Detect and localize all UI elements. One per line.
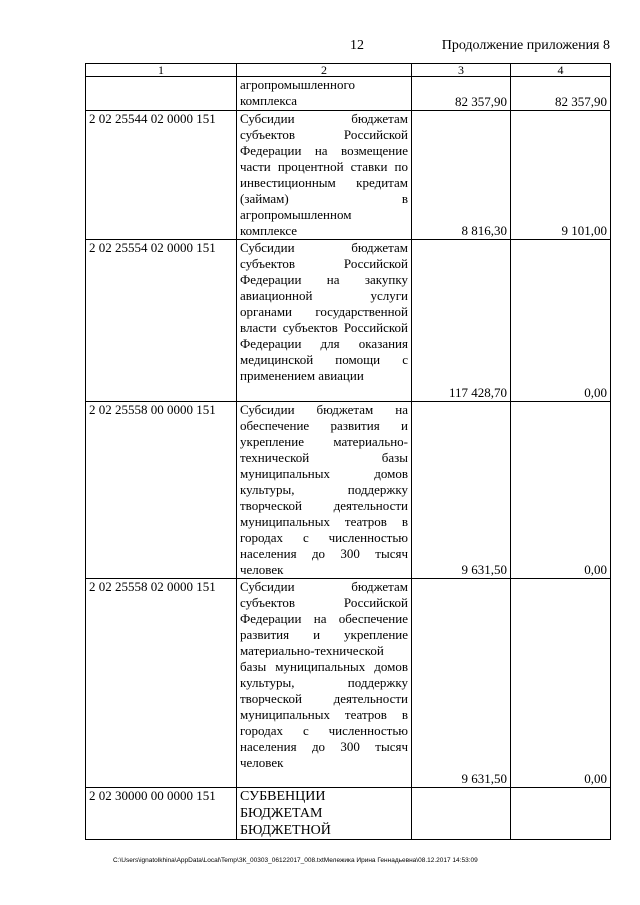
amount-col4: 0,00: [511, 240, 611, 402]
budget-code: 2 02 30000 00 0000 151: [86, 788, 237, 840]
amount-col3: 9 631,50: [412, 579, 511, 788]
amount-col4: 9 101,00: [511, 111, 611, 240]
budget-code: 2 02 25554 02 0000 151: [86, 240, 237, 402]
table-row: [86, 77, 611, 111]
budget-code: 2 02 25544 02 0000 151: [86, 111, 237, 240]
description: агропромышленного комплекса: [237, 77, 412, 111]
amount-col3: [412, 788, 511, 840]
amount-col3: 117 428,70: [412, 240, 511, 402]
continuation-label: Продолжение приложения 8: [441, 38, 610, 53]
table-row: [86, 788, 611, 840]
amount-col4: 0,00: [511, 579, 611, 788]
table-row: [86, 240, 611, 402]
budget-code: 2 02 25558 00 0000 151: [86, 402, 237, 579]
amount-col3: 9 631,50: [412, 402, 511, 579]
amount-col4: 82 357,90: [511, 77, 611, 111]
description: СУБВЕНЦИИ БЮДЖЕТАМ БЮДЖЕТНОЙ: [237, 788, 412, 840]
description: Субсидии бюджетам субъектов Российской Федерации на возмещение части процентной ставки по инвестиционным кредитам (займам) в агропромышленном комплексе: [237, 111, 412, 240]
column-header: 1: [86, 64, 237, 77]
budget-code: [86, 77, 237, 111]
amount-col4: 0,00: [511, 402, 611, 579]
description: Субсидии бюджетам на обеспечение развития и укрепление материально-технической базы муниципальных домов культуры, поддержку творческой деятельности муниципальных театров в городах с численностью населения до 300 тысяч человек: [237, 402, 412, 579]
amount-col4: [511, 788, 611, 840]
amount-col3: 82 357,90: [412, 77, 511, 111]
file-path-footer: C:\Users\ignatolkhina\AppData\Local\Temp\ЗК_00303_06122017_008.txtМележика Ирина Геннадьевна\08.12.2017 14:53:09: [113, 857, 478, 864]
column-header: 2: [237, 64, 412, 77]
column-header: 3: [412, 64, 511, 77]
page-number: 12: [350, 38, 364, 53]
table-row: [86, 111, 611, 240]
column-header: 4: [511, 64, 611, 77]
budget-code: 2 02 25558 02 0000 151: [86, 579, 237, 788]
budget-table: [85, 63, 611, 840]
table-header-row: [86, 64, 611, 77]
amount-col3: 8 816,30: [412, 111, 511, 240]
table-row: [86, 402, 611, 579]
description: Субсидии бюджетам субъектов Российской Федерации на закупку авиационной услуги органами государственной власти субъектов Российской Федерации для оказания медицинской помощи с применением авиации: [237, 240, 412, 402]
table-row: [86, 579, 611, 788]
description: Субсидии бюджетам субъектов Российской Федерации на обеспечение развития и укрепление материально-технической базы муниципальных домов культуры, поддержку творческой деятельности муниципальных театров в городах с численностью населения до 300 тысяч человек: [237, 579, 412, 788]
